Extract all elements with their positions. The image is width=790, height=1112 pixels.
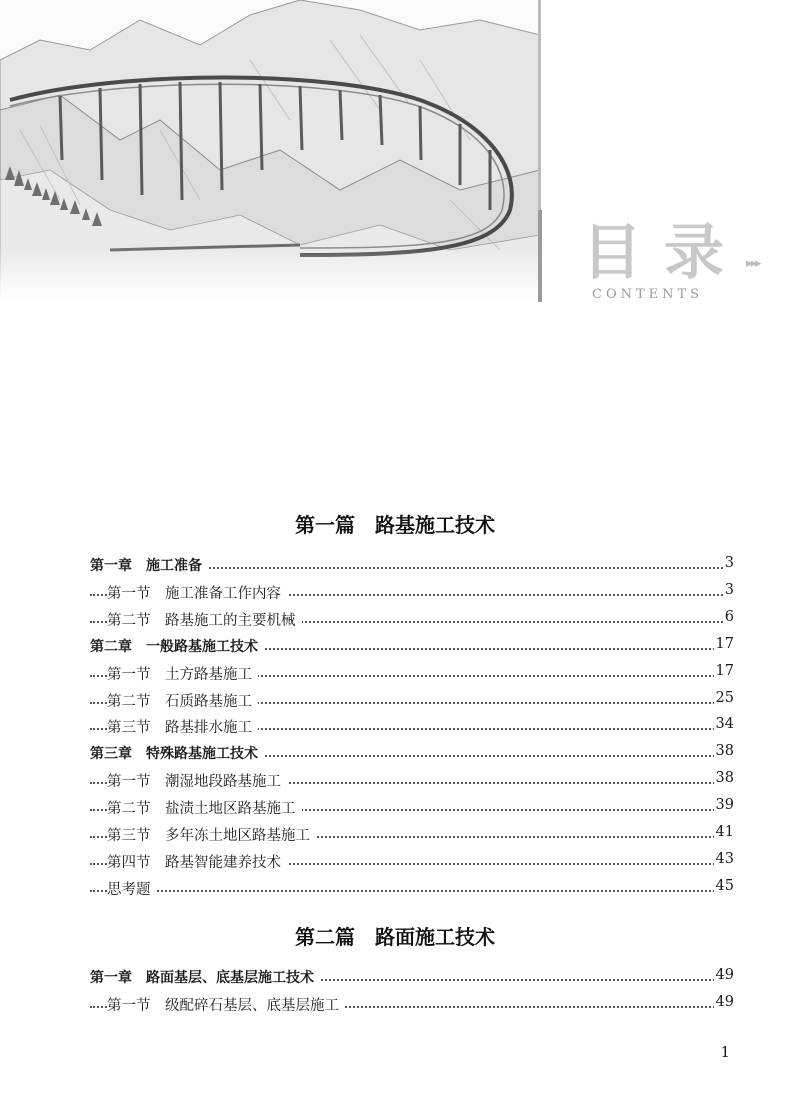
toc-page-number: 45 [715, 877, 734, 894]
header-accent-line [538, 210, 542, 302]
toc-section-row [0, 994, 790, 1020]
bridge-landscape-illustration [0, 0, 540, 300]
toc-page-number: 34 [715, 716, 734, 733]
toc-section-row [0, 878, 790, 904]
toc-page-number: 6 [724, 608, 734, 625]
toc-entry-label: 第二节 盐渍土地区路基施工 [107, 797, 302, 818]
toc-section-row [0, 716, 790, 742]
toc-section-row [0, 851, 790, 877]
toc-page-number: 49 [715, 994, 734, 1010]
toc-page-number: 38 [715, 743, 734, 760]
toc-section-row [0, 690, 790, 716]
toc-entry-label: 第四节 路基智能建养技术 [107, 851, 287, 872]
toc-entry-label: 第一节 潮湿地段路基施工 [107, 770, 287, 791]
toc-page-number: 17 [715, 662, 734, 679]
toc-chapter-row [0, 555, 790, 581]
toc-entry-label: 第二节 路基施工的主要机械 [107, 609, 302, 630]
toc-entry-label: 第一节 土方路基施工 [107, 663, 258, 684]
toc-leader-dots [90, 890, 730, 892]
page-title: 目录 [582, 218, 746, 288]
page-number: 1 [720, 1043, 730, 1061]
toc-section-row [0, 770, 790, 796]
toc-page-number: 41 [715, 824, 734, 840]
toc-chapter-row [0, 967, 790, 993]
toc-entry-label: 第二节 石质路基施工 [107, 690, 258, 711]
toc-page-number: 39 [715, 797, 734, 814]
toc-entry-label: 第一节 级配碎石基层、底基层施工 [107, 994, 345, 1015]
toc-page-number: 25 [715, 689, 734, 706]
toc-section-row [0, 582, 790, 608]
toc-entry-label: 思考题 [107, 878, 157, 899]
toc-entry-label: 第一章 路面基层、底基层施工技术 [90, 967, 320, 987]
toc-section-row [0, 824, 790, 850]
toc-page-number: 49 [715, 967, 734, 983]
toc-entry-label: 第三节 路基排水施工 [107, 716, 258, 737]
title-arrows-icon: ▸▸▸ [746, 256, 760, 271]
toc-page-number: 43 [715, 850, 734, 867]
toc-page-number: 3 [724, 581, 734, 598]
toc-section-row [0, 797, 790, 823]
part-title: 第二篇 路面施工技术 [295, 925, 495, 949]
toc-section-row [0, 663, 790, 689]
toc-chapter-row [0, 743, 790, 769]
toc-chapter-row [0, 636, 790, 662]
toc-entry-label: 第二章 一般路基施工技术 [90, 636, 264, 656]
toc-entry-label: 第三章 特殊路基施工技术 [90, 743, 264, 763]
toc-entry-label: 第三节 多年冻土地区路基施工 [107, 824, 316, 845]
page-subtitle: CONTENTS [592, 287, 704, 302]
toc-entry-label: 第一节 施工准备工作内容 [107, 582, 287, 603]
header-divider-line [538, 0, 541, 210]
toc-page-number: 17 [715, 635, 734, 652]
toc-page-number: 38 [715, 770, 734, 787]
toc-section-row [0, 609, 790, 635]
toc-entry-label: 第一章 施工准备 [90, 555, 208, 575]
toc-page-number: 3 [724, 555, 734, 571]
part-title: 第一篇 路基施工技术 [295, 513, 495, 537]
